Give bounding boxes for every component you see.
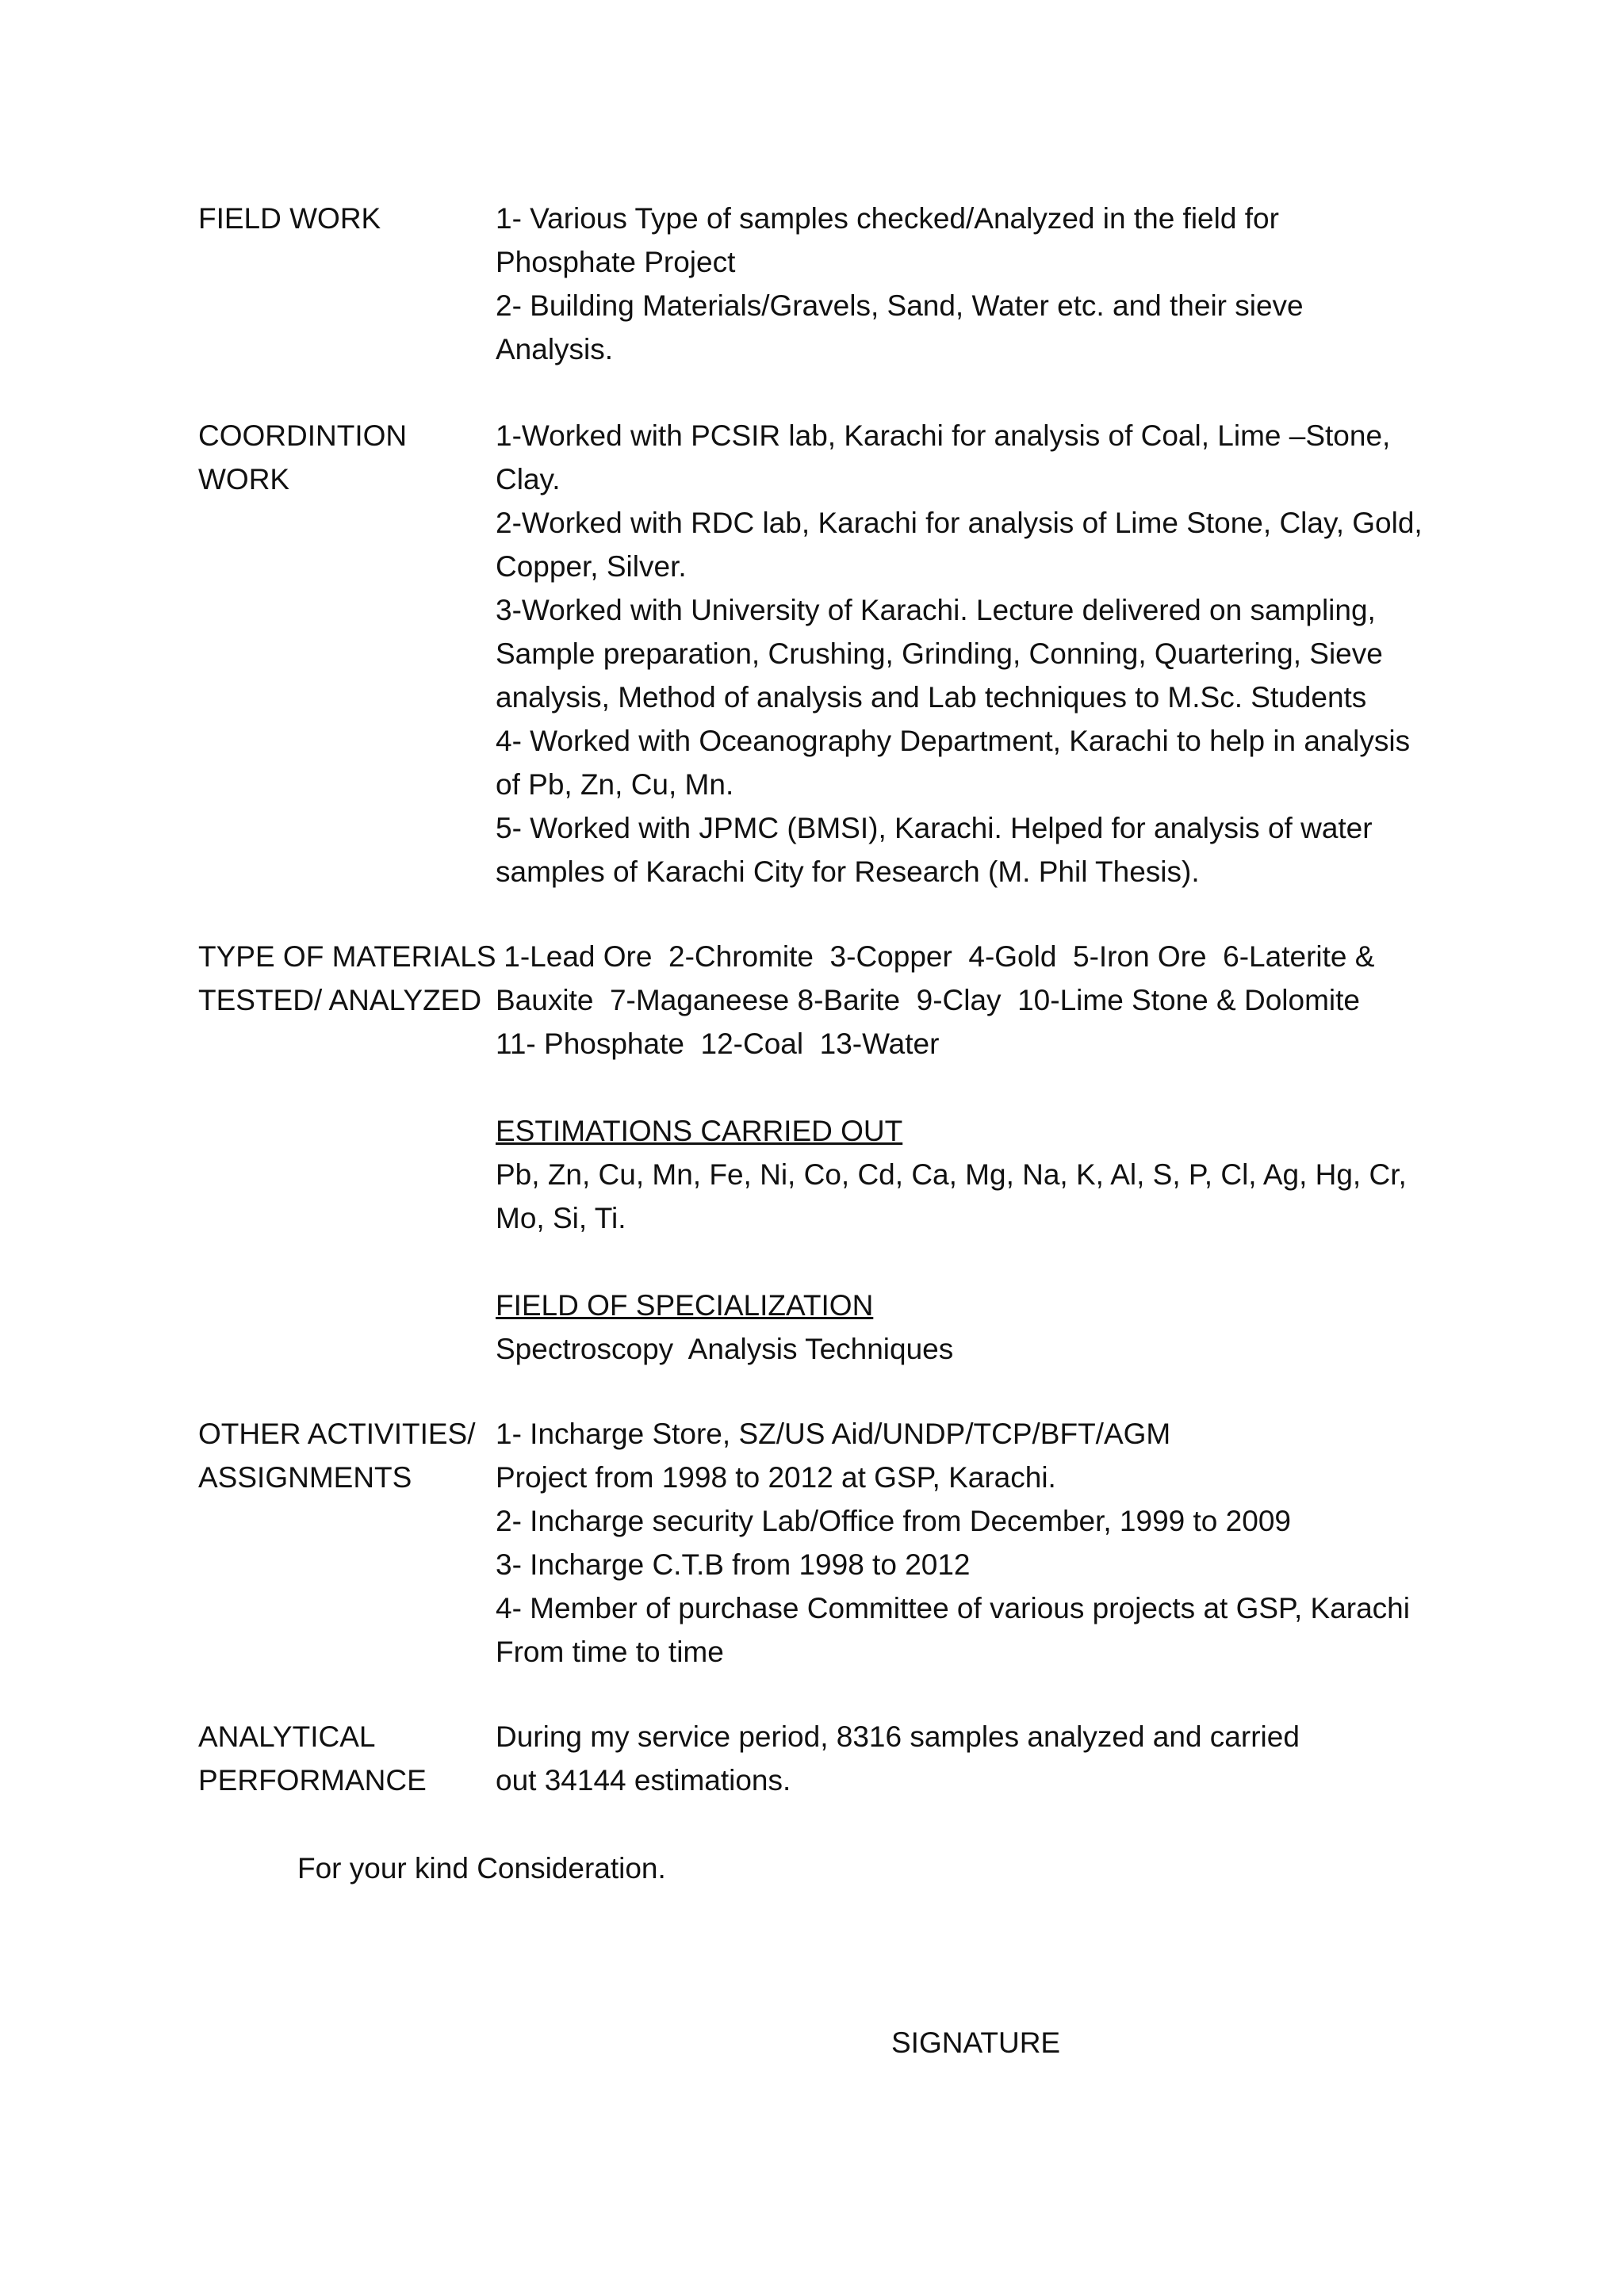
- estimations-heading: ESTIMATIONS CARRIED OUT: [496, 1115, 903, 1147]
- section-body: [496, 1412, 1487, 1674]
- section-body: [496, 1715, 1487, 1802]
- body-line: 2- Incharge security Lab/Office from December, 1999 to 2009: [496, 1505, 1291, 1537]
- section-label-line: COORDINTION: [198, 419, 408, 452]
- body-line: 1- Various Type of samples checked/Analyzed in the field for: [496, 202, 1279, 235]
- body-line: 2- Building Materials/Gravels, Sand, Water etc. and their sieve: [496, 289, 1304, 322]
- section-body: [496, 414, 1487, 894]
- section-label-line: TESTED/ ANALYZED: [198, 984, 482, 1016]
- body-line: 1-Lead Ore 2-Chromite 3-Copper 4-Gold 5-Iron Ore 6-Laterite &: [496, 940, 1375, 973]
- closing-line: For your kind Consideration.: [297, 1852, 666, 1885]
- body-line: Bauxite 7-Maganeese 8-Barite 9-Clay 10-Lime Stone & Dolomite: [496, 984, 1360, 1016]
- body-line: Clay.: [496, 463, 561, 496]
- body-line: 5- Worked with JPMC (BMSI), Karachi. Helped for analysis of water: [496, 812, 1373, 844]
- section-body: [496, 935, 1487, 1371]
- body-line: 3- Incharge C.T.B from 1998 to 2012: [496, 1548, 971, 1581]
- spacer: [496, 1066, 1487, 1109]
- body-line: Analysis.: [496, 333, 614, 365]
- section-label-line: PERFORMANCE: [198, 1764, 427, 1797]
- body-line: out 34144 estimations.: [496, 1764, 791, 1797]
- body-line: of Pb, Zn, Cu, Mn.: [496, 768, 734, 801]
- specialization-heading: FIELD OF SPECIALIZATION: [496, 1289, 874, 1322]
- body-line: 1- Incharge Store, SZ/US Aid/UNDP/TCP/BFT/AGM: [496, 1418, 1171, 1450]
- body-line: 1-Worked with PCSIR lab, Karachi for analysis of Coal, Lime –Stone,: [496, 419, 1391, 452]
- section-label-line: ANALYTICAL: [198, 1720, 376, 1753]
- body-line: Sample preparation, Crushing, Grinding, Conning, Quartering, Sieve: [496, 637, 1383, 670]
- body-line: analysis, Method of analysis and Lab techniques to M.Sc. Students: [496, 681, 1367, 714]
- body-line: 11- Phosphate 12-Coal 13-Water: [496, 1027, 940, 1060]
- section-label-line: WORK: [198, 463, 290, 496]
- section-label: [198, 1412, 484, 1499]
- body-line: 3-Worked with University of Karachi. Lecture delivered on sampling,: [496, 594, 1376, 626]
- body-line: 2-Worked with RDC lab, Karachi for analysis of Lime Stone, Clay, Gold,: [496, 507, 1423, 539]
- section-label: [198, 1715, 484, 1802]
- body-line: From time to time: [496, 1636, 724, 1668]
- signature-label: SIGNATURE: [891, 2026, 1061, 2059]
- section-label-line: FIELD WORK: [198, 202, 381, 235]
- body-line: Pb, Zn, Cu, Mn, Fe, Ni, Co, Cd, Ca, Mg, Na, K, Al, S, P, Cl, Ag, Hg, Cr,: [496, 1158, 1407, 1191]
- section-label-line: ASSIGNMENTS: [198, 1461, 412, 1494]
- body-line: Project from 1998 to 2012 at GSP, Karachi.: [496, 1461, 1056, 1494]
- section-label-line: OTHER ACTIVITIES/: [198, 1418, 476, 1450]
- body-line: Mo, Si, Ti.: [496, 1202, 626, 1234]
- body-line: 4- Member of purchase Committee of various projects at GSP, Karachi: [496, 1592, 1410, 1624]
- body-line: Spectroscopy Analysis Techniques: [496, 1333, 954, 1365]
- body-line: 4- Worked with Oceanography Department, Karachi to help in analysis: [496, 725, 1411, 757]
- body-line: Copper, Silver.: [496, 550, 687, 583]
- section-label: [198, 935, 496, 1022]
- section-label-line: TYPE OF MATERIALS: [198, 940, 496, 973]
- section-label: [198, 414, 484, 501]
- body-line: Phosphate Project: [496, 246, 736, 278]
- body-line: samples of Karachi City for Research (M. Phil Thesis).: [496, 855, 1200, 888]
- body-line: During my service period, 8316 samples analyzed and carried: [496, 1720, 1300, 1753]
- section-label: [198, 197, 484, 240]
- spacer: [496, 1240, 1487, 1284]
- section-body: [496, 197, 1487, 371]
